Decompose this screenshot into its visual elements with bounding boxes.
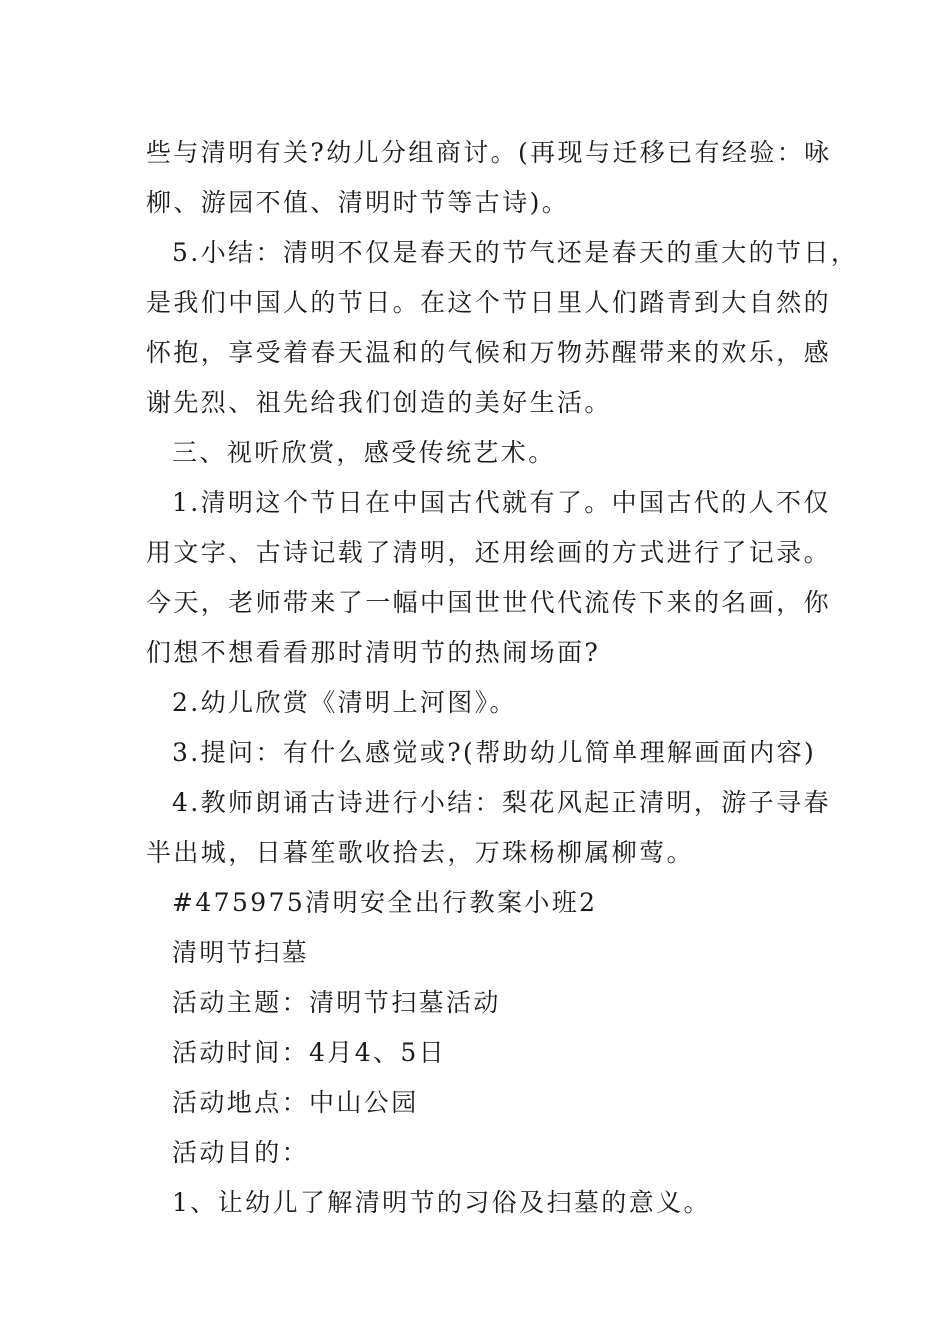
document-title: #475975清明安全出行教案小班2 xyxy=(172,888,598,917)
paragraph-line: 1、让幼儿了解清明节的习俗及扫墓的意义。 xyxy=(172,1188,711,1217)
paragraph-line: 3.提问：有什么感觉或?(帮助幼儿简单理解画面内容) xyxy=(172,738,817,767)
paragraph-line: 柳、游园不值、清明时节等古诗)。 xyxy=(146,188,570,217)
paragraph-line: 2.幼儿欣赏《清明上河图》。 xyxy=(172,688,517,717)
paragraph-line: 清明节扫墓 xyxy=(172,938,310,967)
paragraph-line: 4.教师朗诵古诗进行小结：梨花风起正清明，游子寻春 xyxy=(172,788,831,817)
paragraph-line: 1.清明这个节日在中国古代就有了。中国古代的人不仅 xyxy=(172,488,831,517)
paragraph-line: 今天，老师带来了一幅中国世世代代流传下来的名画，你 xyxy=(146,588,832,617)
paragraph-line: 活动主题：清明节扫墓活动 xyxy=(172,988,501,1017)
section-heading: 三、视听欣赏，感受传统艺术。 xyxy=(172,438,556,467)
paragraph-line: 活动目的： xyxy=(172,1138,310,1167)
paragraph-line: 怀抱，享受着春天温和的气候和万物苏醒带来的欢乐，感 xyxy=(146,338,832,367)
paragraph-line: 些与清明有关?幼儿分组商讨。(再现与迁移已有经验：咏 xyxy=(146,138,832,167)
paragraph-line: 们想不想看看那时清明节的热闹场面? xyxy=(146,638,601,667)
paragraph-line: 半出城，日暮笙歌收拾去，万珠杨柳属柳莺。 xyxy=(146,838,695,867)
paragraph-line: 是我们中国人的节日。在这个节日里人们踏青到大自然的 xyxy=(146,288,832,317)
paragraph-line: 活动时间：4月4、5日 xyxy=(172,1038,447,1067)
paragraph-line: 谢先烈、祖先给我们创造的美好生活。 xyxy=(146,388,612,417)
paragraph-line: 5.小结：清明不仅是春天的节气还是春天的重大的节日， xyxy=(172,238,859,267)
paragraph-line: 活动地点：中山公园 xyxy=(172,1088,419,1117)
paragraph-line: 用文字、古诗记载了清明，还用绘画的方式进行了记录。 xyxy=(146,538,832,567)
